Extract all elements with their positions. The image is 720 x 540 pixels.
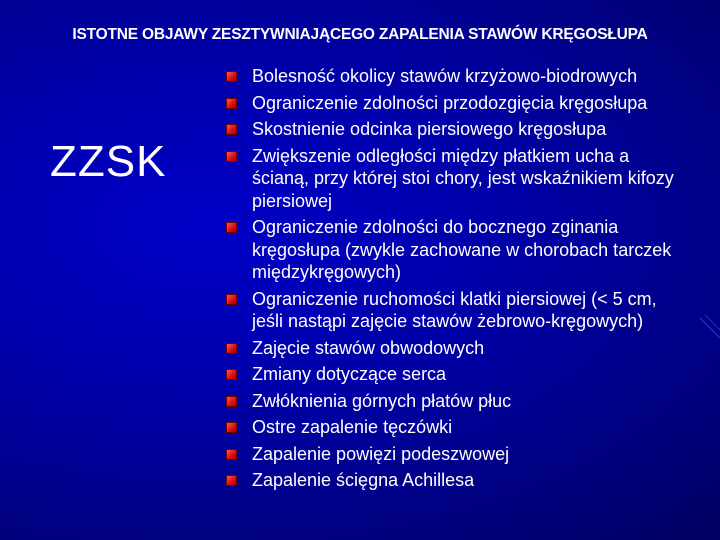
list-item <box>226 443 686 466</box>
list-item-text: Zapalenie ścięgna Achillesa <box>252 470 475 490</box>
list-item <box>226 118 686 141</box>
red-square-icon <box>226 422 237 433</box>
list-item-text: Zapalenie powięzi podeszwowej <box>252 443 510 464</box>
list-item <box>226 92 686 115</box>
list-item-text: Bolesność okolicy stawów krzyżowo-biodrowych <box>252 66 638 86</box>
abbreviation-label: ZZSK <box>50 137 167 186</box>
slide-title: ISTOTNE OBJAWY ZESZTYWNIAJĄCEGO ZAPALENIA STAWÓW KRĘGOSŁUPA <box>72 26 648 43</box>
list-item-text: Ograniczenie ruchomości klatki piersiowej (< 5 cm, jeśli nastąpi zajęcie stawów żebrowo-kręgowych) <box>252 288 657 331</box>
red-square-icon <box>226 475 237 486</box>
list-item <box>226 337 686 360</box>
red-square-icon <box>226 449 237 460</box>
list-item <box>226 363 686 386</box>
list-item-text: Skostnienie odcinka piersiowego kręgosłupa <box>252 119 607 139</box>
red-square-icon <box>226 98 237 109</box>
red-square-icon <box>226 294 237 305</box>
red-square-icon <box>226 151 237 162</box>
list-item-text: Zajęcie stawów obwodowych <box>252 337 485 358</box>
list-item-text: Ograniczenie zdolności przodozgięcia kręgosłupa <box>252 92 648 113</box>
red-square-icon <box>226 343 237 354</box>
list-item-text: Zmiany dotyczące serca <box>252 364 447 384</box>
red-square-icon <box>226 222 237 233</box>
list-item-text: Ostre zapalenie tęczówki <box>252 417 453 437</box>
list-item <box>226 390 686 413</box>
red-square-icon <box>226 124 237 135</box>
list-item-text: Zwiększenie odległości między płatkiem ucha a ścianą, przy której stoi chory, jest wskaźnikiem kifozy piersiowej <box>252 145 674 211</box>
list-item-text: Zwłóknienia górnych płatów płuc <box>252 390 512 411</box>
list-item <box>226 145 686 213</box>
list-item-text: Ograniczenie zdolności do bocznego zginania kręgosłupa (zwykle zachowane w chorobach tarczek międzykręgowych) <box>252 217 672 282</box>
list-item <box>226 65 686 88</box>
red-square-icon <box>226 71 237 82</box>
list-item <box>226 288 686 333</box>
list-item <box>226 469 686 492</box>
red-square-icon <box>226 369 237 380</box>
list-item <box>226 216 686 284</box>
symptom-list <box>226 65 686 496</box>
list-item <box>226 416 686 439</box>
red-square-icon <box>226 396 237 407</box>
